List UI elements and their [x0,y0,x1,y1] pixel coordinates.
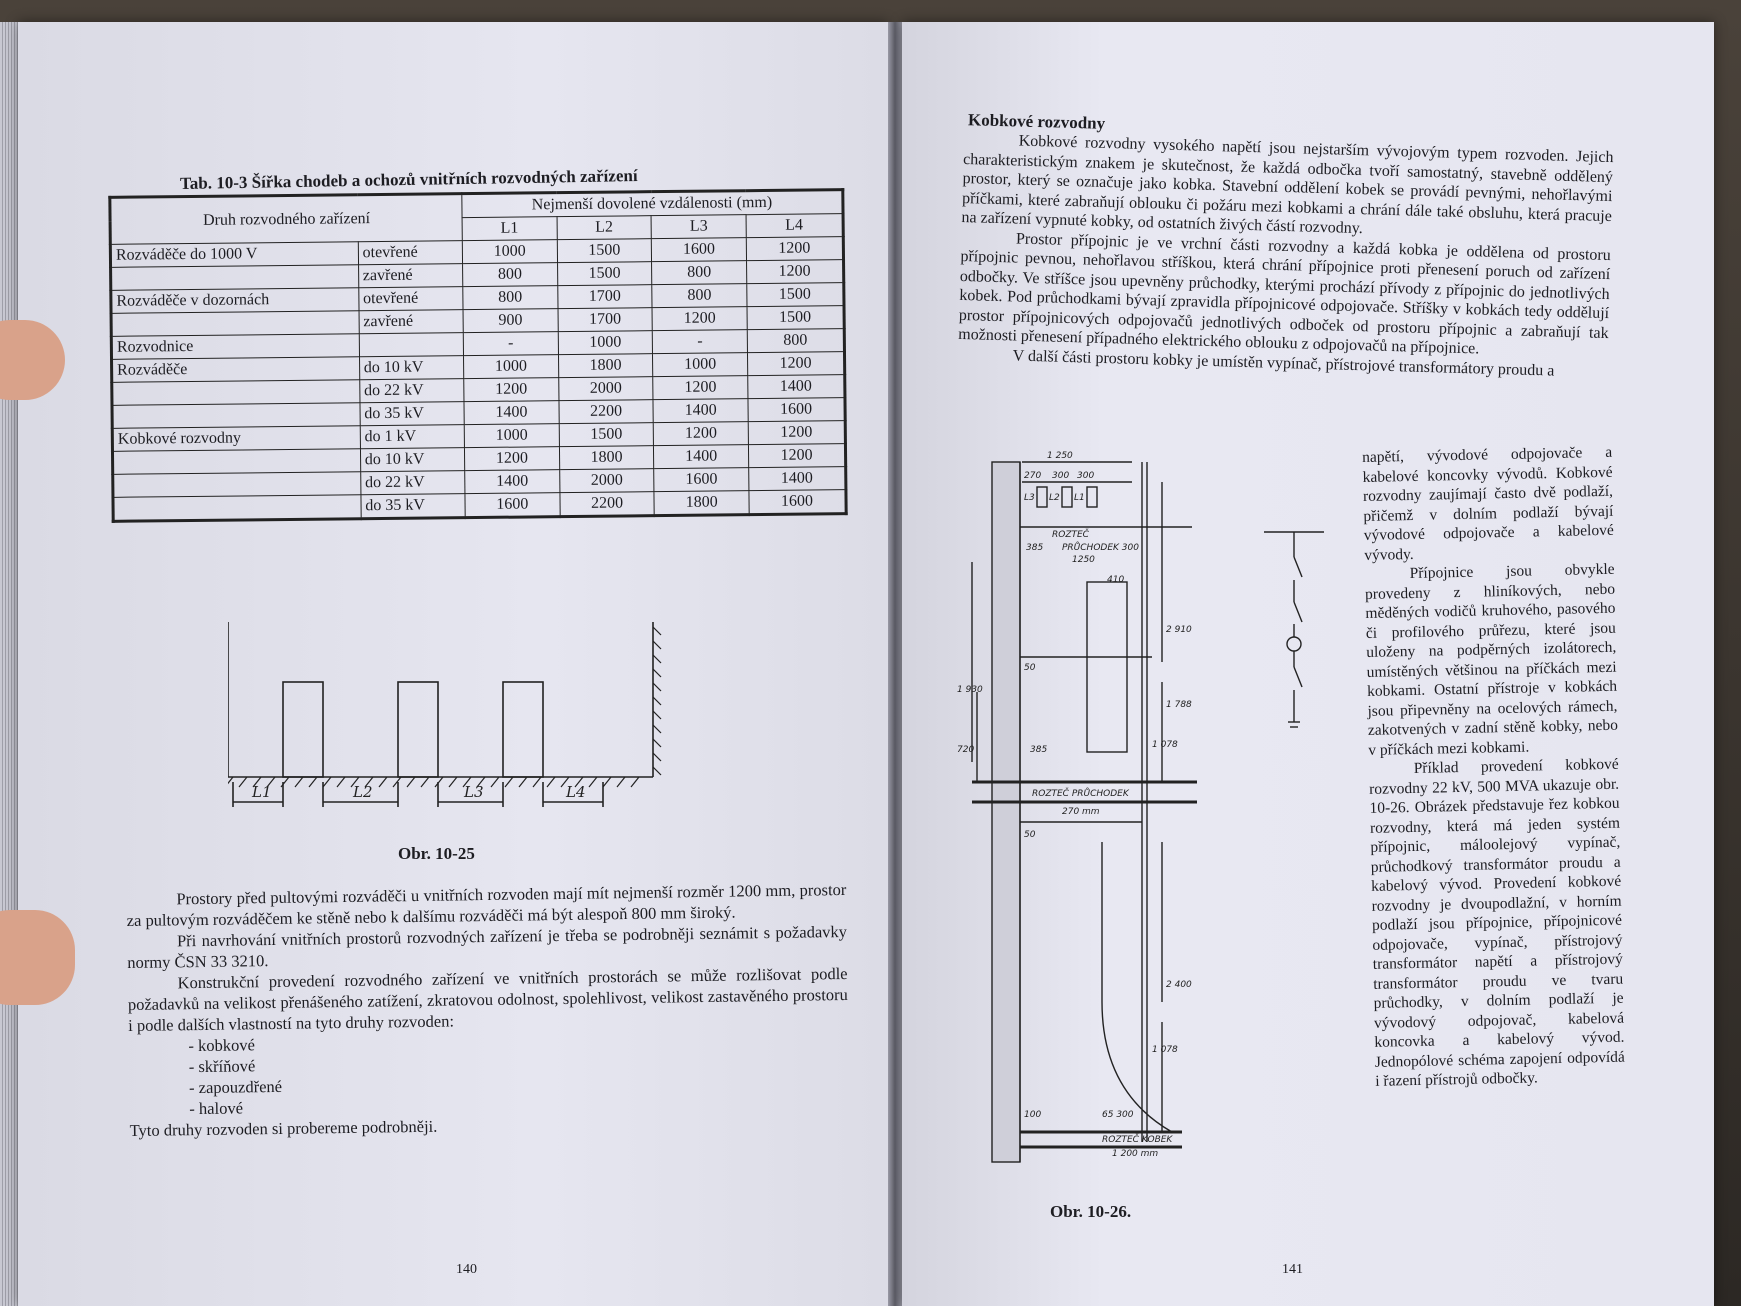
floor-hatch [589,777,597,787]
page-number-right: 141 [1282,1262,1303,1277]
dim-270mm: 270 mm [1062,807,1100,817]
table-cell-category [111,311,359,337]
table-cell-l3: 1200 [653,376,748,400]
figure-10-25 [228,617,668,837]
table-cell-subtype: do 22 kV [359,379,464,403]
floor-hatch [603,777,611,787]
floor-hatch [519,777,527,787]
paragraph: Příklad provedení kobkové rozvodny 22 kV, 500 MVA ukazuje obr. 10-26. Obrázek představuje řez kobkou rozvodny, která má jeden systém přípojnic, máloolejový vypínač, průchodkový transformátor proudu a kabelový vývod. Provedení kobkové rozvodny je dvoupodlažní, v horním podlaží jsou přípojnice, přípojnicové odpojovače, vypínač, přístrojový transformátor napětí a přístrojový transformátor proudu ve tvaru průchodky, v dolním podlaží je vývodový odpojovač, kabelová koncovka a kabelový vývod. Jednopólové schéma zapojení odpovídá i řazení přístrojů odbočky. [1368,755,1625,1090]
wall-hatch [653,627,661,635]
table-cell-l4: 1500 [747,306,844,330]
table-cell-l3: 1400 [654,445,749,469]
table-body [110,237,846,522]
floor-hatch [421,777,429,787]
table-cell-subtype: do 35 kV [360,402,465,426]
table-cell-subtype: otevřené [358,287,463,311]
figure-caption-10-26: Obr. 10-26. [1050,1202,1132,1221]
table-cell-l1: 1000 [462,240,557,264]
table-cell-category [112,449,360,475]
table-cell-l4: 1200 [747,352,844,376]
label-l1: L1 [1074,493,1085,503]
table-cell-category [113,472,361,498]
table-cell-l1: 800 [463,263,558,287]
table-title: Tab. 10-3 Šířka chodeb a ochozů vnitřních rozvodných zařízení [179,166,638,193]
list-item: - halové [189,1089,849,1119]
table-cell-category: Rozváděče v dozornách [111,288,359,314]
dim-2910: 2 910 [1166,625,1192,635]
floor-hatch [617,777,625,787]
table-cell-l2: 1500 [557,262,652,286]
dim-1250b: 1250 [1072,555,1095,565]
single-pole-schema [1264,522,1334,742]
table-cell-l3: 1000 [653,353,748,377]
dim-385a: 385 [1026,543,1044,553]
list-item: - zapouzdřené [189,1068,849,1098]
rozvodny-list [128,1026,849,1120]
table-cell-l4: 800 [747,329,844,353]
table-cell-l4: 1200 [746,260,843,284]
table-cell-l4: 1400 [748,375,845,399]
table-cell-l4: 1400 [749,467,846,491]
wall-hatch [653,711,661,719]
dim-1250: 1 250 [1047,451,1073,461]
table-cell-l2: 1500 [559,423,654,447]
table-cell-l1: 1200 [464,447,559,471]
table-cell-subtype: do 1 kV [360,425,465,449]
dim-410: 410 [1107,575,1125,585]
table-cell-subtype: do 22 kV [360,471,465,495]
table-cell-l4: 1200 [748,444,845,468]
paragraph: napětí, vývodové odpojovače a kabelové koncovky vývodů. Kobkové rozvodny zaujímají často dvě podlaží, přičemž v dolním podlaží bývají vývodové odpojovače a kabelové vývody. [1362,443,1614,564]
thumb-bottom [0,910,75,1005]
dim-300b: 300 [1077,471,1095,481]
floor-hatch [309,777,317,787]
wall-hatch [653,767,661,775]
table-header-type: Druh rozvodného zařízení [110,194,462,245]
table-cell-l2: 2200 [560,492,655,517]
floor-hatch [379,777,387,787]
table-header-l3: L3 [651,215,746,239]
floor-hatch [337,777,345,787]
table-cell-l2: 2000 [559,469,654,493]
list-item: - skříňové [189,1047,849,1077]
wall-hatch [653,739,661,747]
label-roztec-kobek: ROZTEČ KOBEK [1102,1135,1173,1145]
floor-hatch [547,777,555,787]
table-cell-l1: 1000 [464,424,559,448]
label-l3: L3 [464,783,484,801]
label-l3: L3 [1024,493,1035,503]
floor-hatch [631,777,639,787]
label-pruchodek-300: PRŮCHODEK 300 [1062,543,1139,553]
table-cell-l4: 1500 [747,283,844,307]
table-cell-l2: 1700 [557,285,652,309]
table-cell-l1: 1400 [465,470,560,494]
right-body-text [957,130,1613,382]
paragraph: Při navrhování vnitřních prostorů rozvodných zařízení je třeba se podrobněji seznámit s požadavky normy ČSN 33 3210. [127,921,848,973]
label-l1: L1 [252,783,272,801]
table-header-group: Nejmenší dovolené vzdálenosti (mm) [462,190,843,218]
paragraph: Konstrukční provedení rozvodného zařízení ve vnitřních prostorách se může rozlišovat podle požadavků na velikost přenášeného zatížení, zkratovou odolnost, spolehlivost, velikost zastavěného prostoru i podle dalších vlastností na tyto druhy rozvoden: [127,963,848,1036]
table-cell-l3: 1800 [654,491,749,516]
paragraph: Prostory před pultovými rozváděči u vnitřních rozvoden mají mít nejmenší rozměr 1200 mm, prostor za pultovým rozváděčem ke stěně nebo k dalšímu rozváděči má být alespoň 800 mm široký. [126,879,847,931]
table-cell-l4: 1600 [749,490,846,515]
left-page [18,22,888,1306]
dim-1078a: 1 078 [1152,740,1178,750]
label-l4: L4 [566,783,586,801]
table-cell-category [113,495,361,522]
book-gutter [888,22,902,1306]
table-cell-subtype: do 10 kV [360,448,465,472]
table-header-l2: L2 [557,216,652,240]
table-cell-l2: 1700 [558,308,653,332]
right-page [902,22,1714,1306]
table-cell-l3: 1200 [652,307,747,331]
wall-hatch [653,725,661,733]
dim-1788: 1 788 [1166,700,1192,710]
dim-50b: 50 [1024,830,1036,840]
floor-hatch [491,777,499,787]
figure-10-26-cross-section [952,442,1202,1202]
table-cell-l1: 1400 [464,401,559,425]
table-cell-l3: 1600 [652,238,747,262]
table-cell-l4: 1600 [748,398,845,422]
dim-270: 270 [1024,471,1042,481]
label-roztec-pruchodek: ROZTEČ PRŮCHODEK [1032,789,1129,799]
table-cell-subtype: otevřené [358,241,463,265]
table-cell-l4: 1200 [746,237,843,261]
table-cell-l3: 1400 [653,399,748,423]
table-cell-l1: - [463,332,558,356]
table-cell-l2: 2200 [559,400,654,424]
wall-hatch [653,697,661,705]
table-cell-category [112,403,360,429]
table-cell-category: Rozvodnice [111,334,359,360]
floor-hatch [295,777,303,787]
paragraph: Prostor přípojnic je ve vrchní části rozvodny a každá kobka je oddělena od prostoru přípojnic pevnou, nehořlavou stříškou, která chrání přípojnice proti přenesení poruch od zařízení odbočky. Ve stříšce jsou upevněny průchodky, kterými prochází přívody z přípojnic do jednotlivých kobek. Pod průchodkami bývají zpravidla přípojnicové odpojovače. Stříšky v kobkách tedy oddělují prostor přípojnicových odpojovačů jednotlivých odboček od prostoru přípojnic a zabraňují tak možnosti přenesení případného elektrického oblouku z odpojovačů na přípojnice. [958,229,1611,358]
table-cell-l2: 1000 [558,331,653,355]
table-cell-subtype: zavřené [358,264,463,288]
table-header-l1: L1 [462,217,557,241]
left-page-stack-edge [0,22,20,1306]
section-title: Kobkové rozvodny [967,110,1106,133]
dim-100: 100 [1024,1110,1042,1120]
table-cell-l1: 1200 [464,378,559,402]
side-body-text [1362,443,1625,1092]
label-l2: L2 [353,783,373,801]
distance-table [108,188,847,523]
dim-1200mm: 1 200 mm [1112,1149,1159,1159]
dim-1930: 1 930 [957,685,983,695]
table-cell-l3: 1200 [654,422,749,446]
closing-line: Tyto druhy rozvoden si probereme podrobněji. [129,1116,438,1141]
paragraph: V další části prostoru kobky je umístěn vypínač, přístrojové transformátory proudu a [1012,346,1555,380]
table-cell-l2: 1800 [558,354,653,378]
table-cell-l3: - [653,330,748,354]
table-cell-subtype: do 10 kV [359,356,464,380]
table-cell-category: Kobkové rozvodny [112,426,360,452]
table-cell-l2: 1500 [557,239,652,263]
floor-hatch [393,777,401,787]
table-cell-category [111,265,359,291]
wall-hatch [653,683,661,691]
table-cell-l1: 1600 [465,493,560,518]
wall-hatch [653,641,661,649]
figure-caption-10-25: Obr. 10-25 [398,844,475,863]
floor-hatch [407,777,415,787]
label-roztec-top: ROZTEČ [1052,530,1089,540]
dim-2400: 2 400 [1166,980,1192,990]
floor-hatch [533,777,541,787]
table-cell-subtype [359,333,464,357]
table-cell-l4: 1200 [748,421,845,445]
paragraph: Přípojnice jsou obvykle provedeny z hliníkových, nebo měděných vodičů kruhového, pasového či profilového průřezu, které jsou uloženy na podpěrných izolátorech, umístěných většinou na příčkách mezi kobkami. Ostatní přístroje v kobkách jsou připevněny na ocelových rámech, zakotvených v zadní stěně kobky, nebo v příčkách mezi kobkami. [1364,560,1619,759]
floor-hatch [449,777,457,787]
floor-hatch [435,777,443,787]
table-cell-subtype: do 35 kV [361,494,466,519]
dim-50a: 50 [1024,663,1036,673]
dim-65-300: 65 300 [1102,1110,1134,1120]
dim-1078b: 1 078 [1152,1045,1178,1055]
list-item: - kobkové [188,1026,848,1056]
wall-hatch [653,753,661,761]
floor-hatch [239,777,247,787]
table-cell-subtype: zavřené [359,310,464,334]
page-number-left: 140 [456,1262,477,1277]
wall-hatch [653,655,661,663]
table-cell-l1: 800 [463,286,558,310]
table-cell-l3: 800 [652,261,747,285]
floor-hatch [323,777,331,787]
table-header-l4: L4 [746,214,843,238]
dim-720: 720 [957,745,975,755]
paragraph: Kobkové rozvodny vysokého napětí jsou nejstarším vývojovým typem rozvoden. Jejich charakteristickým znakem je skutečnost, že každá odbočka tvoří samostatný, stavebně oddělený prostor, který se označuje jako kobka. Stavební oddělení kobek se provádí pevnými, nehořlavými příčkami, které zabraňují oblouku či požáru mezi kobkami a chrání dále také obsluhu, která pracuje na zařízení vypnuté kobky, od ostatních živých částí rozvodny. [961,132,1614,238]
wall-hatch [653,669,661,677]
dim-300a: 300 [1052,471,1070,481]
table-cell-l2: 2000 [558,377,653,401]
table-cell-l3: 800 [652,284,747,308]
table-cell-category [112,380,360,406]
table-cell-l1: 900 [463,309,558,333]
table-cell-l3: 1600 [654,468,749,492]
label-l2: L2 [1049,493,1060,503]
floor-hatch [505,777,513,787]
table-cell-l1: 1000 [464,355,559,379]
table-cell-category: Rozváděče do 1000 V [110,242,358,268]
table-cell-l2: 1800 [559,446,654,470]
table-cell-category: Rozváděče [112,357,360,383]
left-body-text [126,879,849,1141]
dim-385b: 385 [1030,745,1048,755]
